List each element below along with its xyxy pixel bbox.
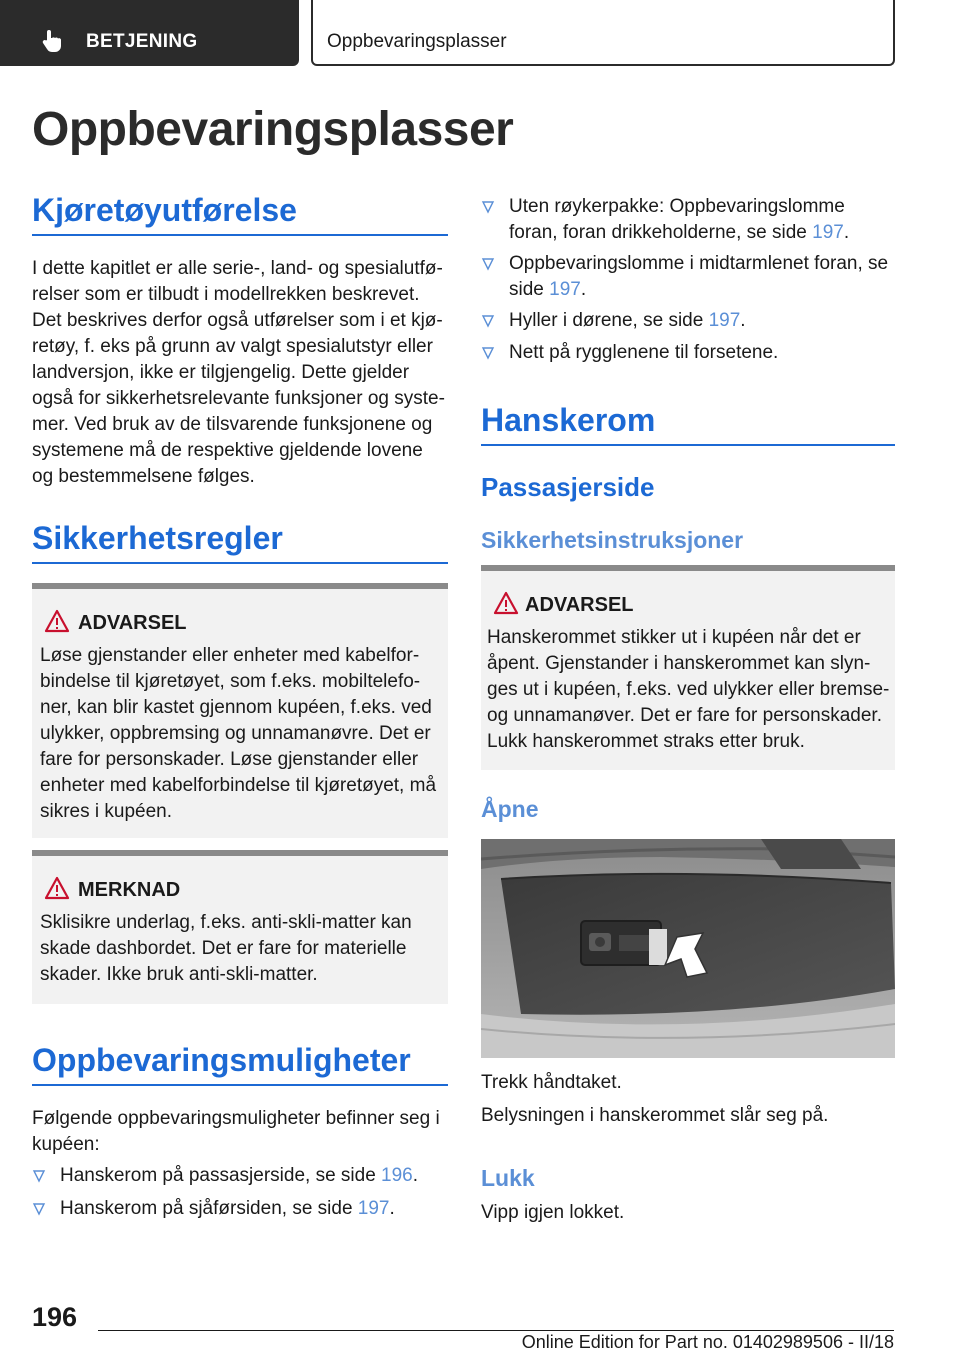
warning-title: ADVARSEL bbox=[525, 594, 634, 616]
chapter-label: Oppbevaringsplasser bbox=[327, 31, 507, 52]
warning-text: Hanskerommet stikker ut i kupéen når det er åpent. Gjenstander i hanskerommet kan slyn- ges ut i kupéen, f.eks. ved ulykker eller bremse- og unnamanøver. Det er fare for personskader. Lukk hanskerommet straks etter bruk. bbox=[487, 627, 890, 752]
heading-storage-options: Oppbevaringsmuligheter bbox=[32, 1042, 411, 1078]
list-item: Hyller i dørene, se side 197. bbox=[481, 308, 895, 334]
note-triangle-icon bbox=[44, 876, 70, 900]
list-item: Uten røykerpakke: Oppbevaringslomme foran, foran drikkeholderne, se side 197. bbox=[481, 194, 895, 246]
heading-rule bbox=[32, 562, 448, 564]
list-item: Hanskerom på passasjerside, se side 196. bbox=[32, 1163, 448, 1189]
page-link[interactable]: 197 bbox=[708, 310, 741, 331]
list-item: Oppbevaringslomme i midtarmlenet foran, se side 197. bbox=[481, 251, 895, 303]
vehicle-version-text: I dette kapitlet er alle serie-, land- og spesialutfø- relser som er tilbudt i modellrekken beskrevet. Det beskrives derfor også utførelser som i et kjø- retøy, f. eks på grunn av valgt spesialutstyr eller landversjon, ikke er tilgjengelig. Dette gjelder også for sikkerhetsrelevante funksjoner og syste- mer. Ved bruk av de tilsvarende funksjonene og systemene må de respektive gjeldende lovene og bestemmelsene følges. bbox=[32, 258, 445, 487]
heading-passenger-side: Passasjerside bbox=[481, 472, 655, 502]
page-link[interactable]: 196 bbox=[381, 1165, 413, 1186]
heading-vehicle-version: Kjøretøyutførelse bbox=[32, 192, 297, 228]
left-column bbox=[32, 0, 448, 1300]
heading-glovebox: Hanskerom bbox=[481, 402, 656, 438]
close-instructions: Vipp igjen lokket. bbox=[481, 1202, 625, 1223]
triangle-bullet-icon bbox=[32, 1202, 46, 1216]
heading-open: Åpne bbox=[481, 796, 539, 822]
page-link[interactable]: 197 bbox=[812, 222, 844, 243]
page-link[interactable]: 197 bbox=[357, 1198, 390, 1219]
warning-title: ADVARSEL bbox=[78, 612, 187, 634]
storage-options-text: Følgende oppbevaringsmuligheter befinner seg i kupéen: bbox=[32, 1108, 440, 1155]
page-link[interactable]: 197 bbox=[549, 279, 581, 300]
warning-box bbox=[32, 583, 448, 838]
heading-safety-instructions: Sikkerhetsinstruksjoner bbox=[481, 527, 744, 553]
list-item: Nett på rygglenene til forsetene. bbox=[481, 340, 895, 366]
warning-bar bbox=[32, 583, 448, 589]
note-box bbox=[32, 850, 448, 1004]
heading-close: Lukk bbox=[481, 1165, 535, 1191]
section-label: BETJENING bbox=[86, 31, 198, 52]
open-instructions: Trekk håndtaket. Belysningen i hanskerommet slår seg på. bbox=[481, 1072, 829, 1126]
triangle-bullet-icon bbox=[32, 1169, 46, 1183]
page-title: Oppbevaringsplasser bbox=[32, 103, 514, 156]
heading-rule bbox=[32, 234, 448, 236]
footer-rule bbox=[98, 1330, 894, 1331]
page-number: 196 bbox=[32, 1302, 78, 1332]
note-title: MERKNAD bbox=[78, 879, 181, 901]
heading-rule bbox=[32, 1084, 448, 1086]
heading-safety-rules: Sikkerhetsregler bbox=[32, 520, 283, 556]
warning-text: Løse gjenstander eller enheter med kabelfor- bindelse til kjøretøyet, som f.eks. mobiltelefo- ner, kan blir kastet gjennom kupéen, f.eks. ved ulykker, oppbremsing og unnamanøvre. Det er fare for personskader. Løse gjenstander eller enheter med kabelforbindelse til kjøretøyet, må sikres i kupéen. bbox=[40, 645, 437, 822]
right-column-lower bbox=[481, 0, 895, 1300]
warning-triangle-icon bbox=[44, 609, 70, 633]
note-text: Sklisikre underlag, f.eks. anti-skli-matter kan skade dashbordet. Det er fare for materielle skader. Ikke bruk anti-skli-matter. bbox=[40, 912, 412, 985]
edition-note: Online Edition for Part no. 01402989506 - II/18 bbox=[521, 1332, 894, 1352]
note-bar bbox=[32, 850, 448, 856]
page-footer bbox=[0, 1300, 960, 1362]
list-item: Hanskerom på sjåførsiden, se side 197. bbox=[32, 1196, 448, 1222]
